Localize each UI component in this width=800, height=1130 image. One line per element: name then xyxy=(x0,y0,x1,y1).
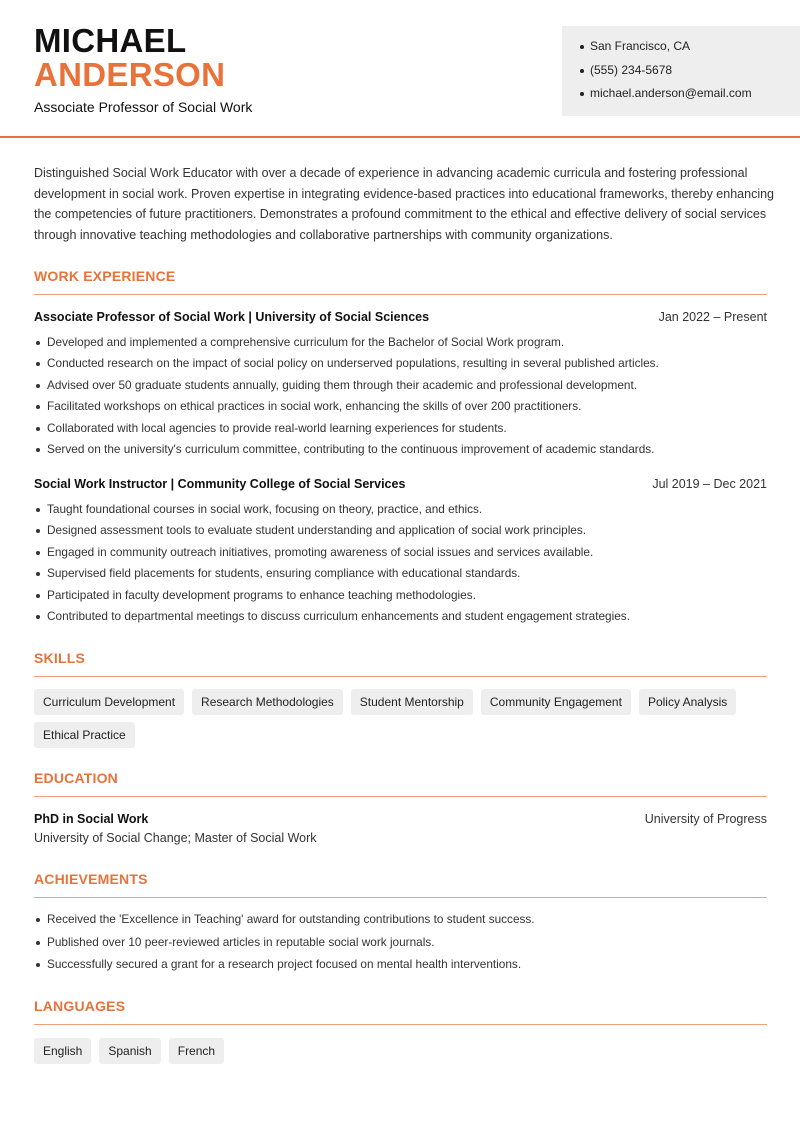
list-item: Engaged in community outreach initiatives, promoting awareness of social issues and services available. xyxy=(34,544,774,565)
first-name: MICHAEL xyxy=(34,22,187,59)
list-item: Participated in faculty development programs to enhance teaching methodologies. xyxy=(34,587,774,608)
job-date: Jul 2019 – Dec 2021 xyxy=(652,477,767,491)
resume-header xyxy=(0,0,800,138)
list-item: Collaborated with local agencies to provide real-world learning experiences for students. xyxy=(34,420,774,441)
contact-box xyxy=(562,26,800,116)
list-item: Successfully secured a grant for a research project focused on mental health interventions. xyxy=(34,956,774,979)
skill-chip: Policy Analysis xyxy=(639,689,736,715)
language-chip: English xyxy=(34,1038,91,1064)
section-divider xyxy=(34,294,767,295)
job-title: Associate Professor of Social Work xyxy=(34,99,253,115)
skill-chip: Research Methodologies xyxy=(192,689,343,715)
section-divider xyxy=(34,676,767,677)
last-name: ANDERSON xyxy=(34,56,226,93)
skill-chip: Community Engagement xyxy=(481,689,631,715)
contact-phone: (555) 234-5678 xyxy=(580,61,800,85)
job-role: Associate Professor of Social Work | University of Social Sciences xyxy=(34,310,430,324)
skill-chip: Student Mentorship xyxy=(351,689,473,715)
achievements-list xyxy=(34,911,774,979)
education-detail: University of Social Change; Master of Social Work xyxy=(34,831,317,845)
list-item: Published over 10 peer-reviewed articles in reputable social work journals. xyxy=(34,934,774,957)
skills-list xyxy=(34,689,774,755)
list-item: Conducted research on the impact of social policy on underserved populations, resulting in several published articles. xyxy=(34,355,774,376)
job-date: Jan 2022 – Present xyxy=(658,310,767,324)
list-item: Served on the university's curriculum committee, contributing to the continuous improvement of academic standards. xyxy=(34,441,774,462)
skill-chip: Ethical Practice xyxy=(34,722,135,748)
languages-list xyxy=(34,1038,774,1071)
job-bullet-list xyxy=(34,334,774,462)
contact-email[interactable]: michael.anderson@email.com xyxy=(580,84,800,108)
job-role: Social Work Instructor | Community College of Social Services xyxy=(34,477,406,491)
education-school: University of Progress xyxy=(644,812,767,826)
list-item: Supervised field placements for students, ensuring compliance with educational standards. xyxy=(34,565,774,586)
language-chip: French xyxy=(169,1038,224,1064)
list-item: Contributed to departmental meetings to discuss curriculum enhancements and student engagement strategies. xyxy=(34,608,774,629)
job-header xyxy=(34,310,767,324)
language-chip: Spanish xyxy=(99,1038,160,1064)
list-item: Advised over 50 graduate students annually, guiding them through their academic and professional development. xyxy=(34,377,774,398)
section-title-languages: LANGUAGES xyxy=(34,998,126,1014)
education-degree: PhD in Social Work xyxy=(34,812,149,826)
list-item: Facilitated workshops on ethical practices in social work, enhancing the skills of over 200 practitioners. xyxy=(34,398,774,419)
section-divider xyxy=(34,1024,767,1025)
section-divider xyxy=(34,796,767,797)
job-header xyxy=(34,477,767,491)
section-title-work-experience: WORK EXPERIENCE xyxy=(34,268,176,284)
list-item: Taught foundational courses in social work, focusing on theory, practice, and ethics. xyxy=(34,501,774,522)
list-item: Developed and implemented a comprehensive curriculum for the Bachelor of Social Work program. xyxy=(34,334,774,355)
skill-chip: Curriculum Development xyxy=(34,689,184,715)
section-divider xyxy=(34,897,767,898)
section-title-education: EDUCATION xyxy=(34,770,118,786)
section-title-skills: SKILLS xyxy=(34,650,85,666)
list-item: Received the 'Excellence in Teaching' award for outstanding contributions to student success. xyxy=(34,911,774,934)
section-title-achievements: ACHIEVEMENTS xyxy=(34,871,148,887)
list-item: Designed assessment tools to evaluate student understanding and application of social work principles. xyxy=(34,522,774,543)
professional-summary: Distinguished Social Work Educator with over a decade of experience in advancing academic curricula and fostering professional development in social work. Proven expertise in integrating evidence-based practices into educational frameworks, thereby enhancing the competencies of future practitioners. Demonstrates a profound commitment to the ethical and effective delivery of social services through innovative teaching methodologies and collaborative partnerships with community organizations. xyxy=(34,166,774,243)
contact-location: San Francisco, CA xyxy=(580,37,800,61)
job-bullet-list xyxy=(34,501,774,629)
